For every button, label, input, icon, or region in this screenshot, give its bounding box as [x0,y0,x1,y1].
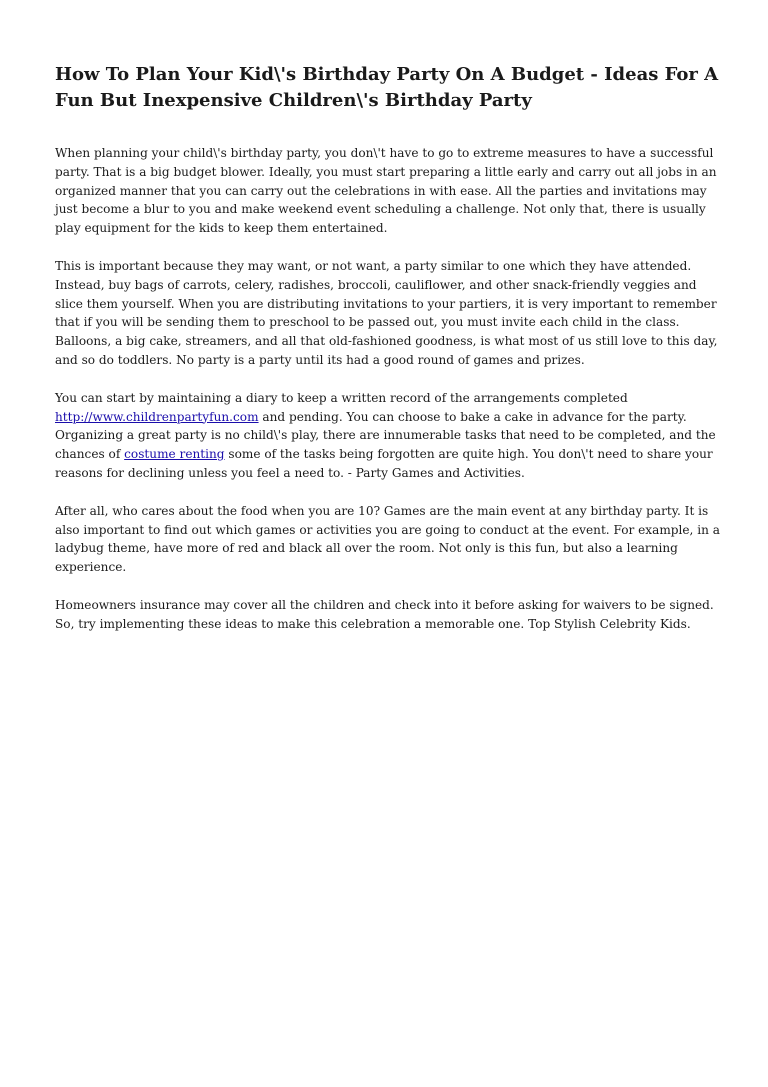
paragraph-3-text-a: You can start by maintaining a diary to keep a written record of the arrangements completed [55,390,628,405]
paragraph-3 [55,389,720,483]
document-title: How To Plan Your Kid\'s Birthday Party On A Budget - Ideas For A Fun But Inexpensive Children\'s Birthday Party [55,64,719,111]
paragraph-4: After all, who cares about the food when you are 10? Games are the main event at any birthday party. It is also important to find out which games or activities you are going to conduct at the event. For example, in a ladybug theme, have more of red and black all over the room. Not only is this fun, but also a learning experience. [55,503,720,575]
paragraph-2: This is important because they may want, or not want, a party similar to one which they have attended. Instead, buy bags of carrots, celery, radishes, broccoli, cauliflower, and other snack-friendly veggies and slice them yourself. When you are distributing invitations to your partiers, it is very important to remember that if you will be sending them to preschool to be passed out, you must invite each child in the class. Balloons, a big cake, streamers, and all that old-fashioned goodness, is what most of us still love to this day, and so do toddlers. No party is a party until its had a good round of games and prizes. [55,258,718,367]
childrenpartyfun-link[interactable]: http://www.childrenpartyfun.com [55,409,259,424]
paragraph-3-text-b: and pending. You can choose to bake a cake in advance for the party. Organizing a great party is no child\'s play, there are innumerable tasks that need to be completed, and the chances of [55,409,716,462]
paragraph-5: Homeowners insurance may cover all the children and check into it before asking for waivers to be signed. So, try implementing these ideas to make this celebration a memorable one. Top Stylish Celebrity Kids. [55,597,714,631]
paragraph-1: When planning your child\'s birthday party, you don\'t have to go to extreme measures to have a successful party. That is a big budget blower. Ideally, you must start preparing a little early and carry out all jobs in an organized manner that you can carry out the celebrations in with ease. All the parties and invitations may just become a blur to you and make weekend event scheduling a challenge. Not only that, there is usually play equipment for the kids to keep them entertained. [55,146,717,236]
paragraph-3-text-c: some of the tasks being forgotten are quite high. You don\'t need to share your reasons for declining unless you feel a need to. - Party Games and Activities. [55,447,713,480]
costume-renting-link[interactable]: costume renting [124,447,225,462]
